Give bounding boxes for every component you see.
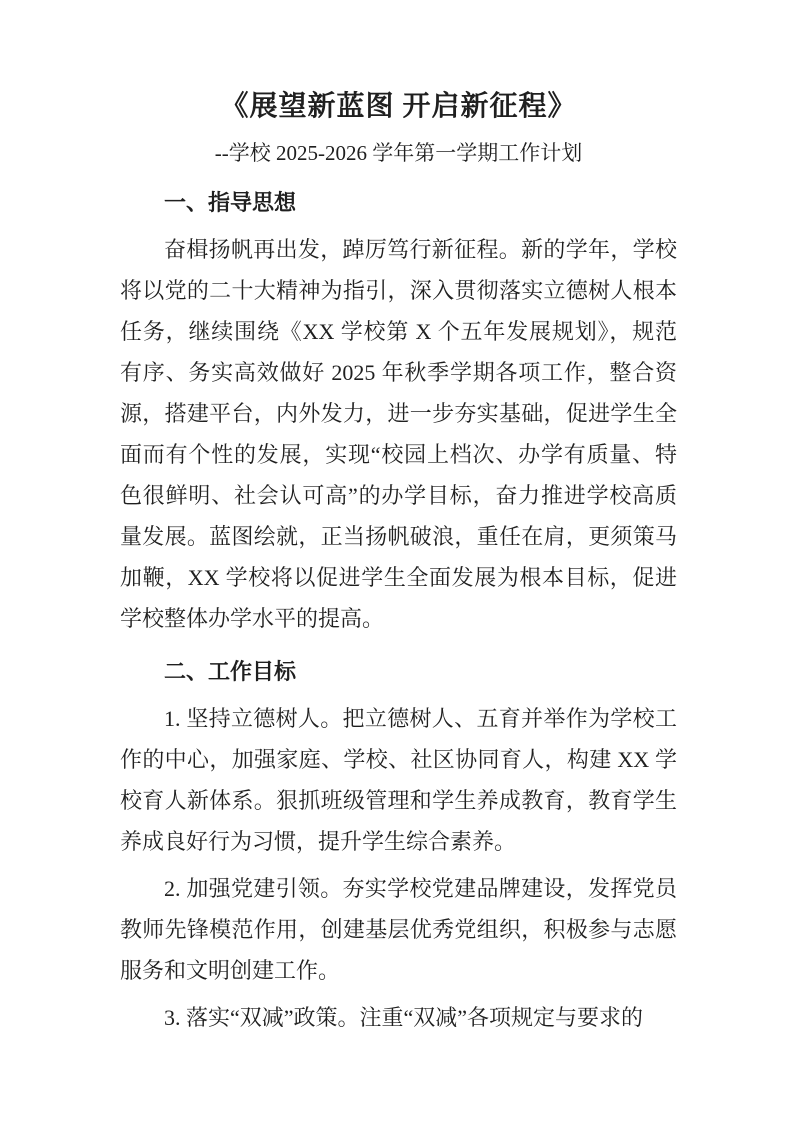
document-title: 《展望新蓝图 开启新征程》 bbox=[220, 91, 577, 122]
paragraph: 2. 加强党建引领。夯实学校党建品牌建设，发挥党员教师先锋模范作用，创建基层优秀党组织，积极参与志愿服务和文明创建工作。 bbox=[120, 876, 677, 983]
paragraph: 奋楫扬帆再出发，踔厉笃行新征程。新的学年，学校将以党的二十大精神为指引，深入贯彻落实立德树人根本任务，继续围绕《XX 学校第 X 个五年发展规划》，规范有序、务实高效做好 2025 年秋季学期各项工作，整合资源，搭建平台，内外发力，进一步夯实基础，促进学生全面而有个性的发展，实现“校园上档次、办学有质量、特色很鲜明、社会认可高”的办学目标，奋力推进学校高质量发展。蓝图绘就，正当扬帆破浪，重任在肩，更须策马加鞭，XX 学校将以促进学生全面发展为根本目标，促进学校整体办学水平的提高。 bbox=[120, 237, 677, 631]
document-subtitle: --学校 2025-2026 学年第一学期工作计划 bbox=[214, 141, 583, 165]
section-heading-guiding-ideology: 一、指导思想 bbox=[164, 190, 297, 215]
section-heading-work-goals: 二、工作目标 bbox=[164, 659, 297, 684]
paragraph: 3. 落实“双减”政策。注重“双减”各项规定与要求的 bbox=[164, 1005, 644, 1030]
paragraph: 1. 坚持立德树人。把立德树人、五育并举作为学校工作的中心，加强家庭、学校、社区协同育人，构建 XX 学校育人新体系。狠抓班级管理和学生养成教育，教育学生养成良好行为习惯，提升学生综合素养。 bbox=[120, 706, 677, 854]
